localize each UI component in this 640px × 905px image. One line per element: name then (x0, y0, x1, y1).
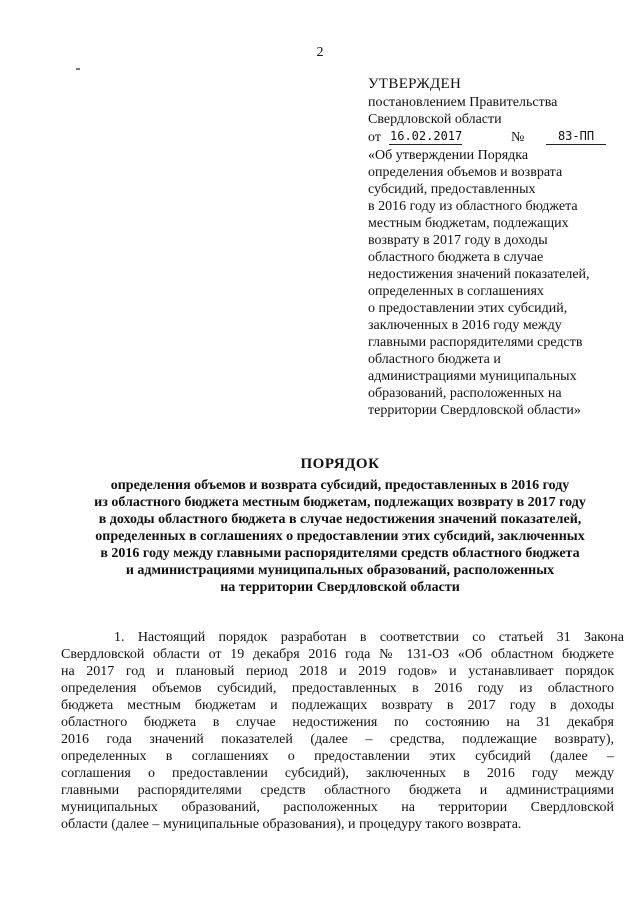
heading-line: и администрациями муниципальных образований, расположенных (125, 563, 555, 578)
decree-title-line: в 2016 году из областного бюджета (368, 199, 578, 214)
body-line: области (далее – муниципальные образования), и процедуру такого возврата. (61, 817, 522, 832)
decree-title-line: о предоставлении этих субсидий, (368, 301, 568, 316)
decree-title-line: определения объемов и возврата (368, 165, 563, 180)
body-line: на 2017 год и плановый период 2018 и 2019 годов» и устанавливает порядок (61, 664, 614, 679)
decree-title-line: областного бюджета и (368, 352, 501, 367)
approval-line: постановлением Правительства (368, 95, 558, 110)
heading-line: определения объемов и возврата субсидий, предоставленных в 2016 году (110, 478, 570, 493)
decree-title-line: образований, расположенных на (368, 386, 562, 401)
decree-title-line: «Об утверждении Порядка (368, 148, 529, 163)
document-heading (60, 455, 620, 596)
page-number: 2 (316, 45, 324, 60)
decree-title-line: заключенных в 2016 году между (368, 318, 562, 333)
body-line: главными распорядителями средств областного бюджета и администрациями (61, 783, 614, 798)
body-line: Свердловской области от 19 декабря 2016 года № 131-ОЗ «Об областном бюджете (61, 647, 614, 662)
body-line: 2016 года значений показателей (далее – средства, подлежащие возврату), (61, 732, 614, 747)
number-label: № (511, 130, 525, 145)
decree-title-line: главными распорядителями средств (368, 335, 583, 350)
body-line: бюджета местным бюджетам и подлежащих возврату в 2017 году в доходы (61, 698, 614, 713)
approval-stamp (368, 76, 630, 419)
decree-title-line: возврату в 2017 году в доходы (368, 233, 548, 248)
heading-line: в доходы областного бюджета в случае недостижения значений показателей, (98, 512, 582, 527)
decree-title-line: администрациями муниципальных (368, 369, 577, 384)
heading-line: на территории Свердловской области (220, 580, 460, 595)
body-line: определения объемов субсидий, предоставленных в 2016 году из областного (61, 681, 614, 696)
body-line: соглашения о предоставлении субсидий), заключенных в 2016 году между (61, 766, 614, 781)
heading-line: в 2016 году между главными распорядителями средств областного бюджета (100, 546, 580, 561)
heading-line: определенных в соглашениях о предоставлении этих субсидий, заключенных (95, 529, 585, 544)
paragraph-1 (61, 629, 624, 833)
decree-title-line: определенных в соглашениях (368, 284, 544, 299)
decree-date: 16.02.2017 (390, 129, 463, 143)
scan-mark (76, 68, 80, 70)
decree-title-line: субсидий, предоставленных (368, 182, 536, 197)
decree-title (368, 147, 630, 419)
decree-title-line: местным бюджетам, подлежащих (368, 216, 569, 231)
approval-title: УТВЕРЖДЕН (368, 76, 462, 92)
heading-line: из областного бюджета местным бюджетам, подлежащих возврату в 2017 году (94, 495, 586, 510)
decree-title-line: областного бюджета в случае (368, 250, 544, 265)
approval-line: Свердловской области (368, 112, 502, 127)
decree-title-line: территории Свердловской области» (368, 403, 581, 418)
decree-number: 83-ПП (546, 128, 606, 145)
heading-title: ПОРЯДОК (300, 456, 380, 472)
body-line: муниципальных образований, расположенных на территории Свердловской (61, 800, 614, 815)
body-line: 1. Настоящий порядок разработан в соответствии со статьей 31 Закона (114, 630, 624, 645)
decree-date-row (368, 128, 630, 147)
decree-title-line: недостижения значений показателей, (368, 267, 590, 282)
body-line: определенных в соглашениях о предоставлении этих субсидий (далее – (61, 749, 614, 764)
body-line: областного бюджета в случае недостижения по состоянию на 31 декабря (61, 715, 614, 730)
date-label: от (368, 130, 381, 145)
